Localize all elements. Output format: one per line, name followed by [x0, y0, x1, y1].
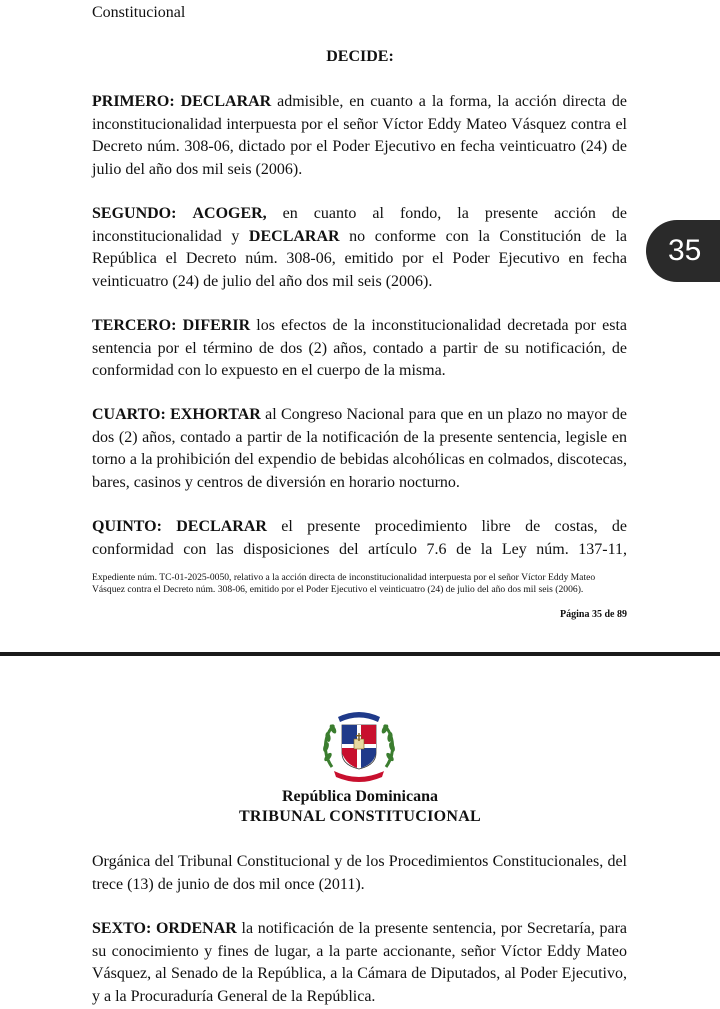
ordinal-segundo: SEGUNDO: [92, 205, 177, 222]
text-tercero: los efectos de la inconstitucionalidad decretada por esta sentencia por el término de dos (2) años, contado a partir de su notificación, de conformidad con lo expuesto en el cuerpo de la misma. [92, 317, 627, 379]
verb-primero: DECLARAR [180, 93, 272, 110]
text-segundo-1: en cuanto al fondo, la presente acción de inconstitucionalidad y [92, 205, 628, 245]
verb-tercero: DIFERIR [182, 317, 251, 334]
text-sexto: la notificación de la presente sentencia, por Secretaría, para su conocimiento y fines de lugar, a la parte accionante, señor Víctor Eddy Mateo Vásquez, al Senado de la República, a la Cámara de Diputados, al Poder Ejecutivo, y a la Procuraduría General de la República. [92, 920, 628, 1005]
header-fragment: Constitucional [92, 4, 186, 21]
ordinal-primero: PRIMERO: [92, 93, 175, 110]
page-divider [0, 652, 720, 656]
paragraph-quinto [92, 516, 627, 561]
paragraph-continuation: Orgánica del Tribunal Constitucional y de los Procedimientos Constitucionales, del trece (13) de junio de dos mil once (2011). [92, 853, 627, 893]
text-segundo-2: no conforme con la Constitución de la República el Decreto núm. 308-06, emitido por el Poder Ejecutivo en fecha veinticuatro (24) de julio del año dos mil seis (2006). [92, 227, 627, 290]
ordinal-tercero: TERCERO: [92, 317, 177, 334]
coat-of-arms-icon [318, 705, 400, 787]
text-primero: admisible, en cuanto a la forma, la acción directa de inconstitucionalidad interpuesta por el señor Víctor Eddy Mateo Vásquez contra el Decreto núm. 308-06, dictado por el Poder Ejecutivo en fecha veinticuatro (24) de julio del año dos mil seis (2006). [92, 93, 628, 178]
republic-title: República Dominicana [281, 788, 438, 805]
paragraph-cuarto [92, 404, 627, 494]
paragraph-sexto [92, 918, 627, 1008]
ordinal-cuarto: CUARTO: [92, 406, 166, 423]
text-quinto: el presente procedimiento libre de costas, de conformidad con las disposiciones del artículo 7.6 de la Ley núm. 137-11, [92, 518, 627, 558]
paragraph-tercero [92, 315, 627, 383]
coat-of-arms-svg [318, 705, 400, 787]
page-number: Página 35 de 89 [560, 609, 627, 620]
tribunal-title: TRIBUNAL CONSTITUCIONAL [238, 808, 482, 825]
verb-sexto: ORDENAR [155, 920, 237, 937]
page-badge[interactable]: 35 [646, 220, 720, 282]
text-cuarto: al Congreso Nacional para que en un plazo no mayor de dos (2) años, contado a partir de la notificación de la presente sentencia, legisle en torno a la prohibición del expendio de bebidas alcohólicas en colmados, discotecas, bares, casinos y centros de diversión en horario nocturno. [92, 406, 628, 491]
footer-note: Expediente núm. TC-01-2025-0050, relativo a la acción directa de inconstitucionalidad interpuesta por el señor Víctor Eddy Mateo Vásquez contra el Decreto núm. 308-06, emitido por el Poder Ejecutivo el veinticuatro (24) de julio del año dos mil seis (2006). [92, 572, 596, 595]
paragraph-segundo [92, 203, 627, 293]
verb-segundo-acoger: ACOGER, [192, 205, 267, 222]
ordinal-sexto: SEXTO: [92, 920, 152, 937]
verb-quinto: DECLARAR [176, 518, 267, 535]
verb-segundo-declarar: DECLARAR [248, 227, 340, 245]
paragraph-primero [92, 91, 627, 181]
decide-heading: DECIDE: [326, 48, 394, 65]
verb-cuarto: EXHORTAR [170, 406, 261, 423]
ordinal-quinto: QUINTO: [92, 518, 162, 535]
